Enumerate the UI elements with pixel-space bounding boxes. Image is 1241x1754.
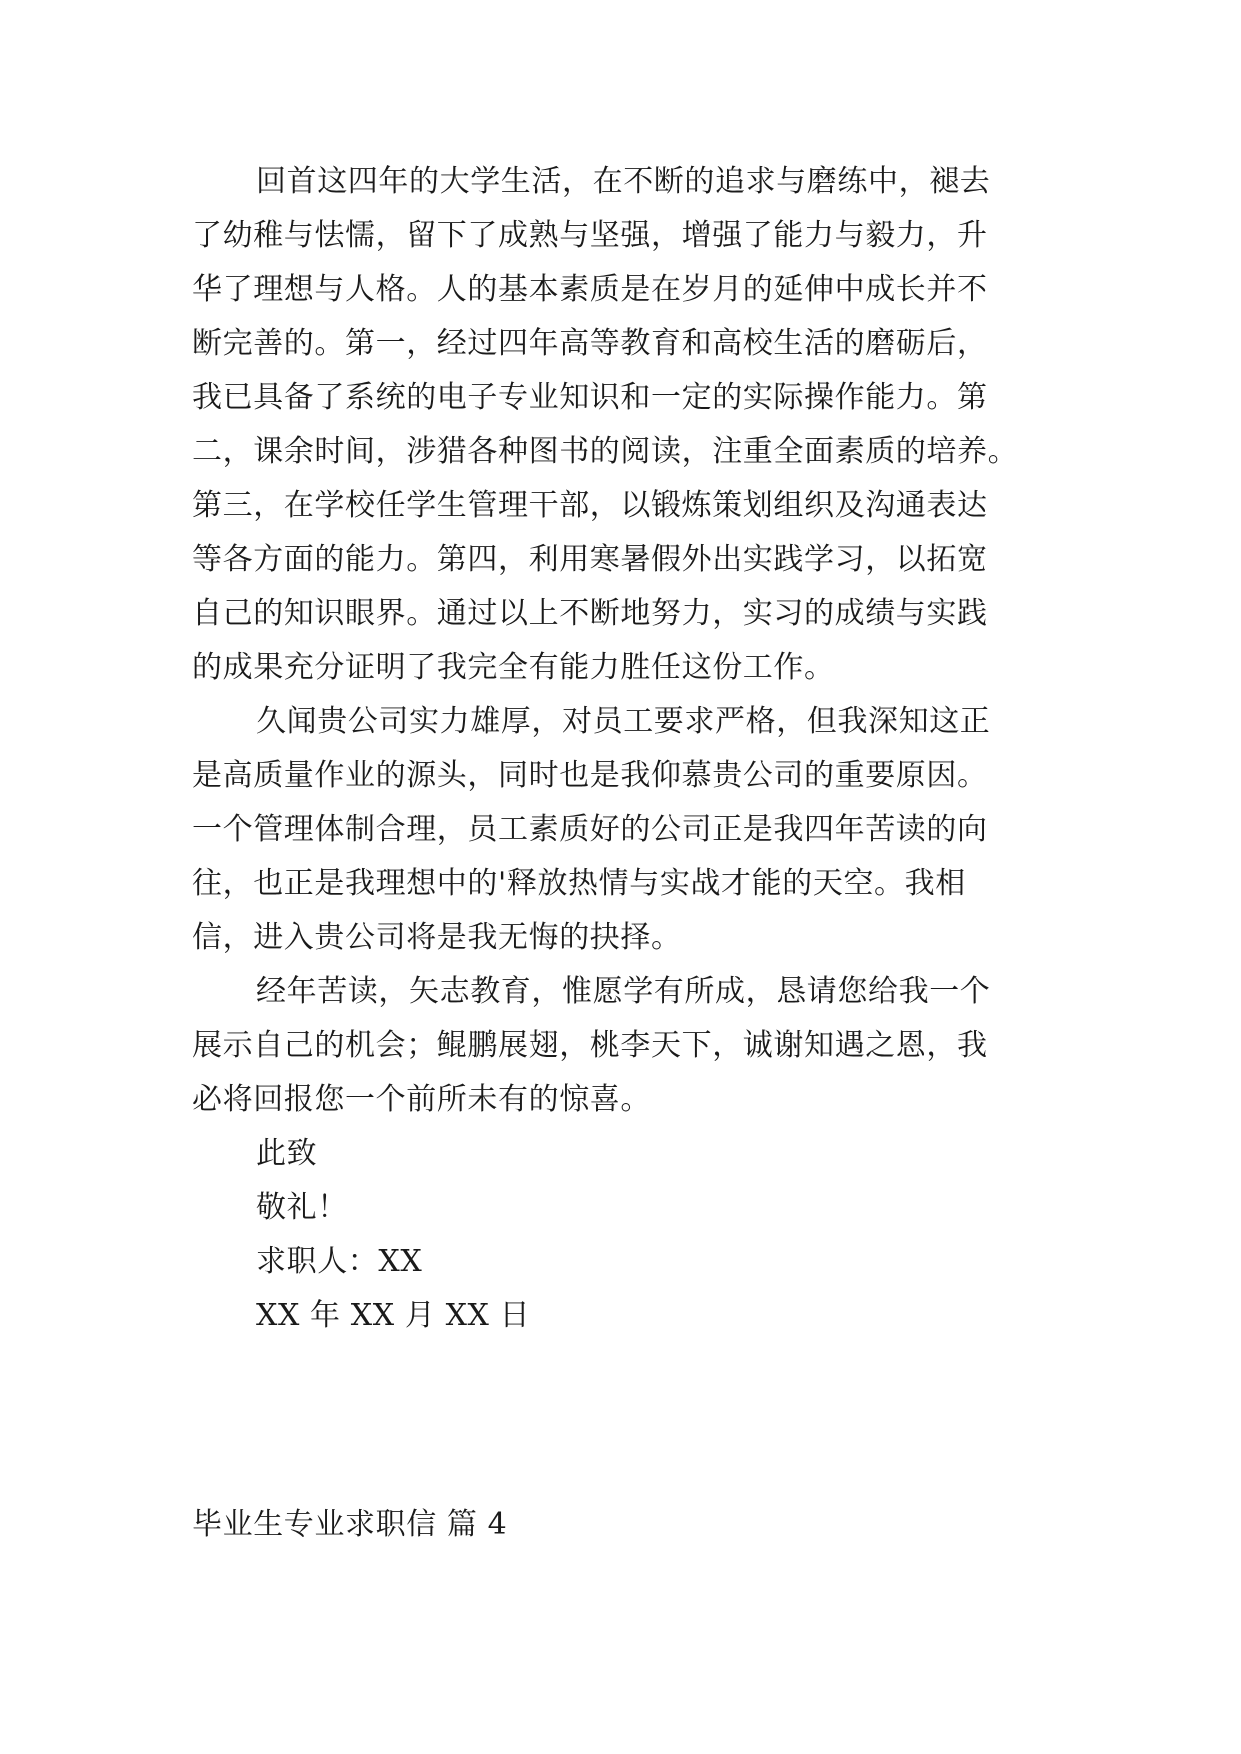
next-section-title: 毕业生专业求职信 篇 4 (192, 1507, 508, 1542)
paragraph-3 (192, 965, 1052, 1127)
text-line: 久闻贵公司实力雄厚，对员工要求严格，但我深知这正 (256, 704, 991, 739)
signature: 求职人：XX (256, 1244, 423, 1279)
salutation: 敬礼！ (256, 1190, 348, 1225)
text-line: 往，也正是我理想中的'释放热情与实战才能的天空。我相 (192, 866, 966, 901)
text-line: 必将回报您一个前所未有的惊喜。 (192, 1082, 651, 1117)
text-line: 信，进入贵公司将是我无悔的抉择。 (192, 920, 682, 955)
text-line: 的成果充分证明了我完全有能力胜任这份工作。 (192, 650, 835, 685)
text-line: 经年苦读，矢志教育，惟愿学有所成，恳请您给我一个 (256, 974, 991, 1009)
text-line: 自己的知识眼界。通过以上不断地努力，实习的成绩与实践 (192, 596, 988, 631)
text-line: 我已具备了系统的电子专业知识和一定的实际操作能力。第 (192, 380, 988, 415)
text-line: 二，课余时间，涉猎各种图书的阅读，注重全面素质的培养。 (192, 434, 1019, 469)
paragraph-1 (192, 155, 1052, 695)
text-line: 等各方面的能力。第四，利用寒暑假外出实践学习，以拓宽 (192, 542, 988, 577)
text-line: 断完善的。第一，经过四年高等教育和高校生活的磨砺后， (192, 326, 988, 361)
closing-phrase: 此致 (256, 1136, 318, 1171)
text-line: 第三，在学校任学生管理干部，以锻炼策划组织及沟通表达 (192, 488, 988, 523)
text-line: 回首这四年的大学生活，在不断的追求与磨练中，褪去 (256, 164, 991, 199)
text-line: 一个管理体制合理，员工素质好的公司正是我四年苦读的向 (192, 812, 988, 847)
text-line: 展示自己的机会；鲲鹏展翅，桃李天下，诚谢知遇之恩，我 (192, 1028, 988, 1063)
date-line: XX 年 XX 月 XX 日 (256, 1298, 531, 1333)
text-line: 华了理想与人格。人的基本素质是在岁月的延伸中成长并不 (192, 272, 988, 307)
paragraph-2 (192, 695, 1052, 965)
letter-body (192, 155, 1052, 1343)
text-line: 了幼稚与怯懦，留下了成熟与坚强，增强了能力与毅力，升 (192, 218, 988, 253)
text-line: 是高质量作业的源头，同时也是我仰慕贵公司的重要原因。 (192, 758, 988, 793)
